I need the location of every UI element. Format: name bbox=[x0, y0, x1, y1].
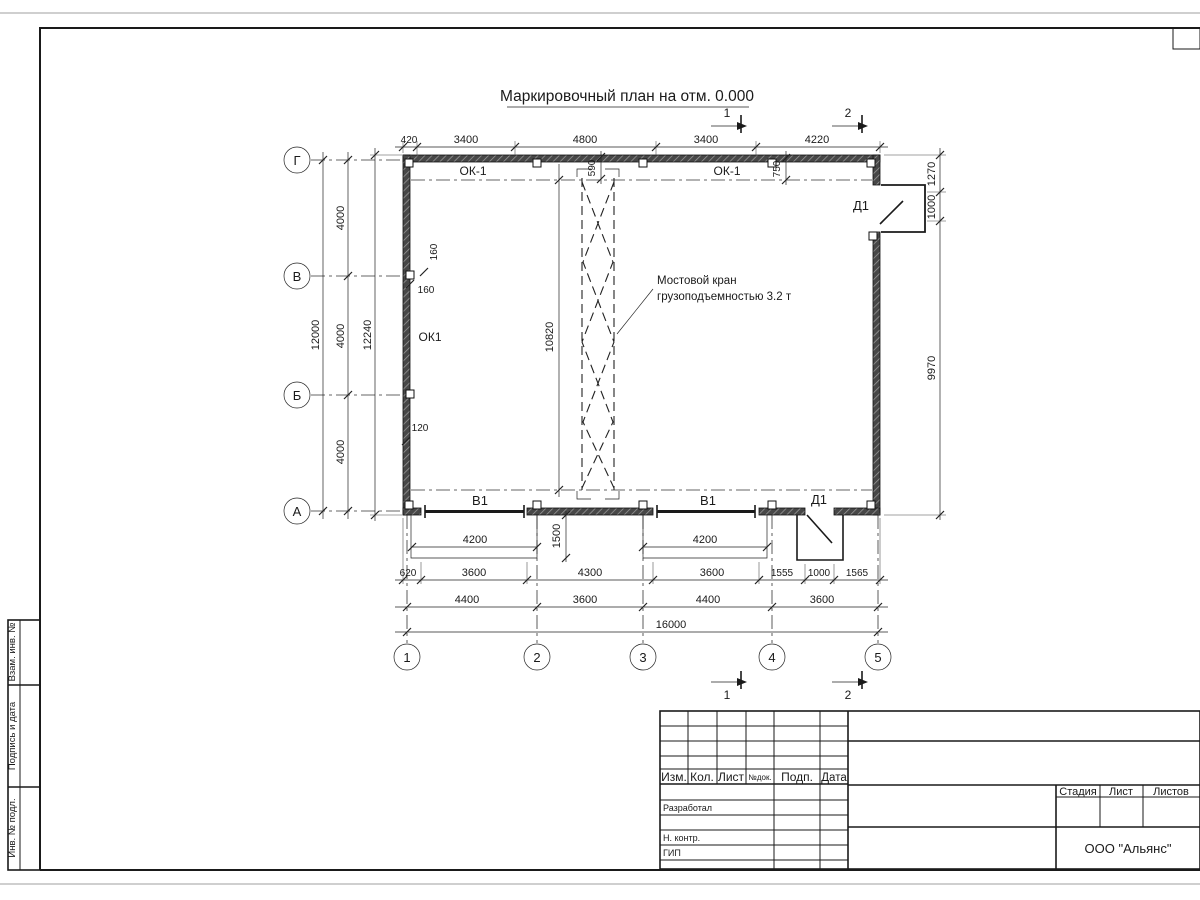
section-mark-1-bottom: 1 bbox=[723, 688, 731, 702]
crane-note bbox=[617, 275, 792, 334]
dim-crane-10820: 10820 bbox=[544, 321, 556, 353]
dim-gate2-4200: 4200 bbox=[692, 534, 718, 546]
label-ok1-top-left: ОК-1 bbox=[459, 164, 487, 178]
dim-left-4000b: 4000 bbox=[335, 323, 347, 349]
axis-row-g: Г bbox=[293, 153, 301, 168]
door-leaf-bottom bbox=[807, 515, 832, 543]
dim-b1-1555: 1555 bbox=[770, 568, 794, 579]
door-leaf-top bbox=[880, 201, 903, 224]
section-mark-2-bottom: 2 bbox=[844, 688, 852, 702]
sheet-frame bbox=[40, 28, 1200, 870]
dim-apron-1500: 1500 bbox=[551, 523, 563, 549]
tb-sheets: Листов bbox=[1153, 786, 1189, 798]
dim-total-16000: 16000 bbox=[655, 619, 687, 631]
axis-row-b: Б bbox=[292, 388, 302, 403]
dim-b2-4400a: 4400 bbox=[454, 594, 480, 606]
label-ok1-top-right: ОК-1 bbox=[713, 164, 741, 178]
dim-top-3400a: 3400 bbox=[453, 134, 479, 146]
dim-b2-3600b: 3600 bbox=[809, 594, 835, 606]
crane-note-line2: грузоподъемностью 3.2 т bbox=[657, 291, 792, 303]
title-block bbox=[660, 711, 1200, 869]
column-marks bbox=[405, 159, 877, 509]
dim-gate1-4200: 4200 bbox=[462, 534, 488, 546]
section-marks bbox=[711, 106, 868, 702]
tb-company: ООО "Альянс" bbox=[1084, 841, 1172, 856]
dim-160-vert: 160 bbox=[429, 243, 440, 261]
tb-col-data: Дата bbox=[821, 772, 847, 784]
dim-top-3400b: 3400 bbox=[693, 134, 719, 146]
plan-title bbox=[500, 88, 754, 107]
axis-col-3: 3 bbox=[639, 650, 647, 665]
dim-top-4800: 4800 bbox=[572, 134, 598, 146]
label-d1-bottom: Д1 bbox=[810, 492, 828, 507]
tb-role-gip: ГИП bbox=[663, 848, 681, 858]
section-mark-2-top: 2 bbox=[844, 106, 852, 120]
axis-col-2: 2 bbox=[533, 650, 541, 665]
dim-b1-3600b: 3600 bbox=[699, 567, 725, 579]
tb-col-list: Лист bbox=[717, 770, 745, 784]
axis-col-4: 4 bbox=[768, 650, 776, 665]
section-mark-1-top: 1 bbox=[723, 106, 731, 120]
stamp-label-podpis: Подпись и дата bbox=[7, 701, 18, 771]
dim-b2-3600a: 3600 bbox=[572, 594, 598, 606]
crane-note-line1: Мостовой кран bbox=[657, 275, 737, 287]
dim-b2-4400b: 4400 bbox=[695, 594, 721, 606]
element-labels bbox=[419, 164, 870, 508]
label-ok1-side: ОК1 bbox=[418, 330, 442, 344]
dim-left-4000c: 4000 bbox=[335, 439, 347, 465]
tb-col-izm: Изм. bbox=[661, 770, 687, 784]
dim-b1-620: 620 bbox=[399, 568, 417, 579]
dim-120: 120 bbox=[411, 423, 429, 434]
dim-right-1270: 1270 bbox=[926, 161, 938, 187]
dim-left-12240: 12240 bbox=[362, 319, 374, 351]
tb-stage: Стадия bbox=[1059, 786, 1097, 798]
dim-right-9970: 9970 bbox=[926, 355, 938, 381]
dim-right-1000: 1000 bbox=[926, 194, 938, 220]
dimension-lines bbox=[323, 147, 940, 632]
dim-top-4220: 4220 bbox=[804, 134, 830, 146]
dim-b1-3600a: 3600 bbox=[461, 567, 487, 579]
dim-top-420: 420 bbox=[400, 135, 418, 146]
label-v1-left: В1 bbox=[472, 493, 488, 508]
building-walls bbox=[403, 155, 880, 515]
dim-left-4000a: 4000 bbox=[335, 205, 347, 231]
tb-col-podp: Подп. bbox=[781, 770, 813, 784]
axis-row-v: В bbox=[292, 269, 302, 284]
door-top-vestibule bbox=[880, 185, 925, 232]
tb-role-nkontr: Н. контр. bbox=[663, 833, 701, 843]
bridge-crane bbox=[577, 169, 619, 499]
tb-col-kol: Кол. bbox=[690, 770, 714, 784]
tb-col-ndok: №док. bbox=[748, 773, 772, 782]
tb-role-razrabotal: Разработал bbox=[663, 803, 712, 813]
door-bottom-vestibule bbox=[797, 515, 843, 560]
label-d1-top: Д1 bbox=[852, 198, 870, 213]
stamp-label-vzam: Взам. инв. № bbox=[7, 622, 18, 682]
dim-b1-1000: 1000 bbox=[807, 568, 831, 579]
axis-col-1: 1 bbox=[403, 650, 411, 665]
side-stamp bbox=[7, 620, 40, 870]
axis-col-5: 5 bbox=[874, 650, 882, 665]
axis-row-a: А bbox=[292, 504, 302, 519]
label-v1-right: В1 bbox=[700, 493, 716, 508]
dim-b1-4300: 4300 bbox=[577, 567, 603, 579]
stamp-label-inv: Инв. № подл. bbox=[7, 798, 18, 858]
corner-stamp-box bbox=[1173, 28, 1200, 49]
dim-750: 750 bbox=[772, 160, 783, 178]
dim-b1-1565: 1565 bbox=[845, 568, 869, 579]
dim-160-horiz: 160 bbox=[417, 285, 435, 296]
dim-left-12000: 12000 bbox=[310, 319, 322, 351]
plan-title-text: Маркировочный план на отм. 0.000 bbox=[500, 88, 754, 105]
tb-sheet: Лист bbox=[1109, 786, 1133, 798]
dim-590: 590 bbox=[587, 159, 598, 177]
